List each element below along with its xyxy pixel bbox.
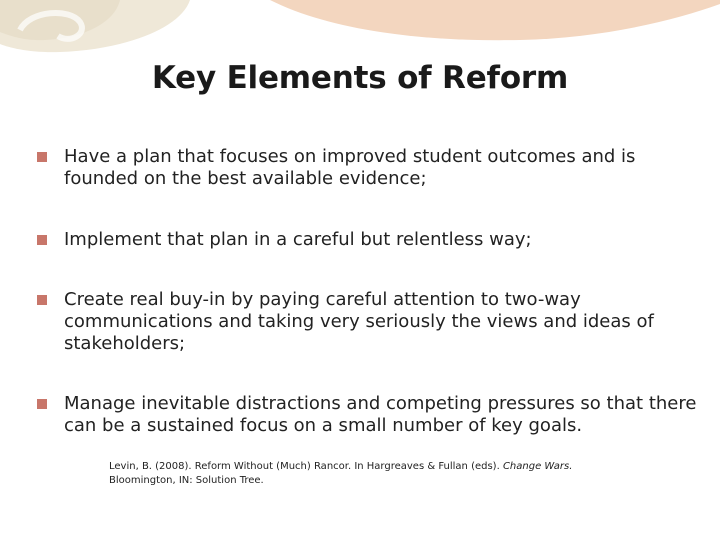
square-bullet-icon [37, 295, 47, 305]
list-item [37, 146, 697, 190]
bullet-text: Have a plan that focuses on improved student outcomes and is founded on the best available evidence; [64, 146, 636, 189]
header-decoration [0, 0, 720, 60]
list-item [37, 229, 697, 251]
list-item [37, 289, 697, 355]
bullet-text: Manage inevitable distractions and competing pressures so that there can be a sustained focus on a small number of key goals. [64, 393, 697, 436]
citation-publisher: Bloomington, IN: Solution Tree. [109, 475, 264, 486]
bullet-text: Implement that plan in a careful but relentless way; [64, 229, 532, 250]
square-bullet-icon [37, 235, 47, 245]
citation-text: Levin, B. (2008). Reform Without (Much) Rancor. In Hargreaves & Fullan (eds). [109, 461, 500, 472]
square-bullet-icon [37, 152, 47, 162]
square-bullet-icon [37, 399, 47, 409]
bullet-text: Create real buy-in by paying careful attention to two-way communications and taking very seriously the views and ideas of stakeholders; [64, 289, 654, 354]
citation [109, 460, 689, 488]
bullet-list [37, 146, 697, 437]
citation-title: Change Wars. [502, 461, 573, 472]
list-item [37, 393, 697, 437]
slide-title: Key Elements of Reform [151, 60, 569, 96]
